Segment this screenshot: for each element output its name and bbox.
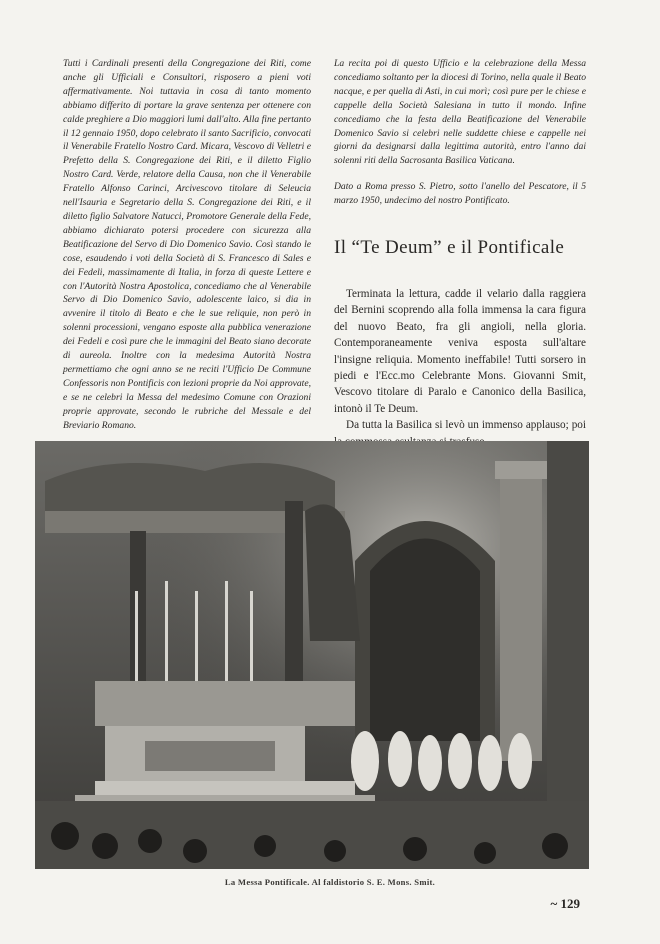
decree-paragraph: Tutti i Cardinali presenti della Congregazione dei Riti, come anche gli Ufficiali e Consultori, risposero a pieni voti affermativamente. Noi tuttavia in cosa di tanto momento abbiamo differito di portare la grave sentenza per ottenere con calde preghiere a Dio maggiori lumi dall'alto. Alla fine pertanto il 12 gennaio 1950, dopo celebrato il santo Sacrificio, convocati il Venerabile Fratello Nostro Card. Micara, Vescovo di Velletri e Prefetto della S. Congregazione dei Riti, e il diletto Figlio Nostro Card. Verde, relatore della Causa, non che il Venerabile Fratello Alfonso Carinci, Arcivescovo titolare di Seleucia nell'Isauria e Segretario della S. Congregazione dei Riti, e il diletto figlio Salvatore Natucci, Promotore Generale della Fede, abbiamo dichiarato potersi procedere con sicurezza alla Beatificazione del Servo di Dio Domenico Savio. Così stando le cose, esaudendo i voti della Società di S. Francesco di Sales e dei Fedeli, massimamente di Italia, in forza di queste Lettere e con l'Autorità Nostra Apostolica, concediamo che al Venerabile Servo di Dio Domenico Savio, adolescente laico, si dia in avvenire il titolo di Beato e che le sue reliquie, non però in solenni processioni, vengano esposte alla pubblica venerazione dei Fedeli e così pure che le immagini del Beato siano decorate di aureola. Inoltre con la medesima Autorità Nostra permettiamo che ogni anno se ne reciti l'Ufficio De Commune Confessoris non Pontificis con lezioni proprie da Noi approvate, e se ne celebri la Messa del medesimo Comune con Orazioni proprie approvate, secondo le rubriche del Messale e del Breviario Romano.: [63, 58, 311, 431]
page-number: ~ 129: [550, 896, 580, 911]
right-column-top: [334, 57, 586, 220]
section-heading: Il “Te Deum” e il Pontificale: [334, 237, 565, 258]
body-paragraph: Da tutta la Basilica si levò un immenso applauso; poi: [346, 419, 586, 432]
left-column: [63, 57, 311, 432]
basilica-photo-illustration: [35, 441, 589, 869]
decree-dating: Dato a Roma presso S. Pietro, sotto l'anello del Pescatore, il 5 marzo 1950, undecimo del nostro Pontificato.: [334, 181, 586, 207]
photo-caption: La Messa Pontificale. Al faldistorio S. E. Mons. Smit.: [224, 877, 436, 887]
article-body: [334, 286, 586, 450]
decree-continuation: La recita poi di questo Ufficio e la celebrazione della Messa concediamo soltanto per la diocesi di Torino, nella quale il Beato nacque, e per quella di Asti, in cui morì; così pure per le chiese e cappelle della Società Salesiana in tutto il mondo. Infine concediamo che la festa della Beatificazione del Venerabile Domenico Savio si celebri nelle suddette chiese e cappelle nei giorni da designarsi dalla legittima autorità, entro l'anno dai solenni riti della Sacrosanta Basilica Vaticana.: [334, 58, 586, 167]
basilica-photo: [35, 441, 589, 869]
body-paragraph: Terminata la lettura, cadde il velario dalla raggiera del Bernini scoprendo alla folla immensa la cara figura del nuovo Beato, fra gli angioli, nella gloria. Contemporaneamente veniva esposta sull'altare l'insigne reliquia. Momento ineffabile! Tutti sorsero in piedi e l'Ecc.mo Celebrante Mons. Giovanni Smit, Vescovo titolare di Paralo e Canonico della Basilica, intonò il Te Deum.: [334, 288, 586, 415]
